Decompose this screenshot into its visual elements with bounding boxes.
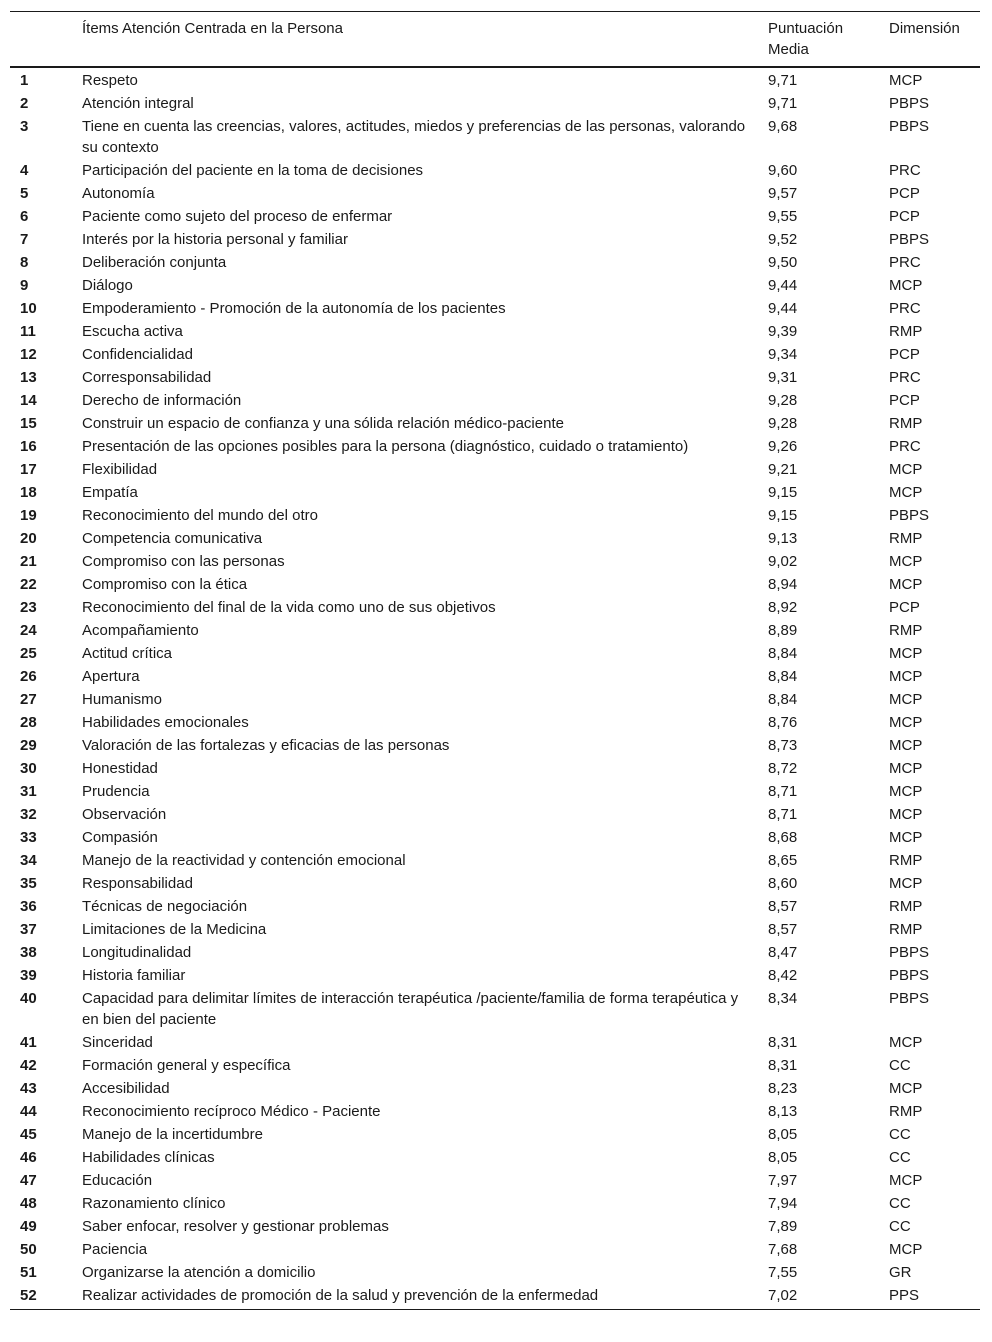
dimension: PCP	[889, 599, 920, 616]
dimension: PCP	[889, 392, 920, 409]
mean-score: 7,94	[768, 1195, 798, 1212]
item-label: Reconocimiento del mundo del otro	[82, 507, 318, 524]
row-number: 29	[20, 737, 37, 754]
row-number: 21	[20, 553, 37, 570]
table-row	[10, 550, 980, 573]
row-number: 1	[20, 72, 29, 89]
dimension: CC	[889, 1195, 911, 1212]
dimension: PCP	[889, 185, 920, 202]
mean-score: 9,28	[768, 415, 798, 432]
table-row	[10, 849, 980, 872]
dimension: MCP	[889, 714, 923, 731]
mean-score: 8,71	[768, 806, 798, 823]
table-row	[10, 274, 980, 297]
table-row	[10, 320, 980, 343]
table-row	[10, 1031, 980, 1054]
mean-score: 9,57	[768, 185, 798, 202]
row-number: 8	[20, 254, 29, 271]
item-label: Paciencia	[82, 1241, 148, 1258]
row-number: 20	[20, 530, 37, 547]
table-row	[10, 481, 980, 504]
table-row	[10, 205, 980, 228]
item-label: Manejo de la reactividad y contención emocional	[82, 852, 406, 869]
mean-score: 8,57	[768, 898, 798, 915]
mean-score: 7,02	[768, 1287, 798, 1304]
mean-score: 9,44	[768, 277, 798, 294]
item-label: Participación del paciente en la toma de decisiones	[82, 162, 424, 179]
table-row	[10, 987, 980, 1031]
row-number: 13	[20, 369, 37, 386]
table-row	[10, 1054, 980, 1077]
header-number	[10, 12, 72, 68]
mean-score: 9,44	[768, 300, 798, 317]
table-row	[10, 67, 980, 92]
mean-score: 9,31	[768, 369, 798, 386]
dimension: MCP	[889, 760, 923, 777]
mean-score: 8,05	[768, 1126, 798, 1143]
row-number: 36	[20, 898, 37, 915]
row-number: 40	[20, 990, 37, 1007]
dimension: MCP	[889, 875, 923, 892]
dimension: MCP	[889, 806, 923, 823]
row-number: 42	[20, 1057, 37, 1074]
dimension: PCP	[889, 208, 920, 225]
item-label: Técnicas de negociación	[82, 898, 248, 915]
item-label: Educación	[82, 1172, 153, 1189]
table-row	[10, 458, 980, 481]
row-number: 51	[20, 1264, 37, 1281]
table-row	[10, 711, 980, 734]
row-number: 16	[20, 438, 37, 455]
mean-score: 8,76	[768, 714, 798, 731]
mean-score: 9,26	[768, 438, 798, 455]
table-row	[10, 366, 980, 389]
dimension: MCP	[889, 461, 923, 478]
mean-score: 8,84	[768, 645, 798, 662]
item-label: Responsabilidad	[82, 875, 193, 892]
table-row	[10, 182, 980, 205]
table-row	[10, 297, 980, 320]
dimension: MCP	[889, 1241, 923, 1258]
mean-score: 8,84	[768, 691, 798, 708]
item-label: Compromiso con la ética	[82, 576, 248, 593]
mean-score: 9,21	[768, 461, 798, 478]
table-row	[10, 115, 980, 159]
item-label: Escucha activa	[82, 323, 183, 340]
mean-score: 8,72	[768, 760, 798, 777]
mean-score: 8,84	[768, 668, 798, 685]
table-row	[10, 642, 980, 665]
mean-score: 8,31	[768, 1057, 798, 1074]
row-number: 7	[20, 231, 29, 248]
item-label: Derecho de información	[82, 392, 242, 409]
dimension: GR	[889, 1264, 912, 1281]
row-number: 45	[20, 1126, 37, 1143]
item-label: Deliberación conjunta	[82, 254, 227, 271]
mean-score: 7,97	[768, 1172, 798, 1189]
item-label: Valoración de las fortalezas y eficacias de las personas	[82, 737, 450, 754]
mean-score: 9,71	[768, 72, 798, 89]
row-number: 26	[20, 668, 37, 685]
row-number: 3	[20, 118, 29, 135]
item-label: Diálogo	[82, 277, 133, 294]
table-row	[10, 872, 980, 895]
mean-score: 9,39	[768, 323, 798, 340]
table-body	[10, 67, 980, 1310]
row-number: 41	[20, 1034, 37, 1051]
row-number: 46	[20, 1149, 37, 1166]
table-row	[10, 1284, 980, 1310]
dimension: MCP	[889, 737, 923, 754]
table-row	[10, 1261, 980, 1284]
dimension: PRC	[889, 300, 921, 317]
item-label: Historia familiar	[82, 967, 186, 984]
dimension: CC	[889, 1149, 911, 1166]
item-label: Construir un espacio de confianza y una sólida relación médico-paciente	[82, 415, 564, 432]
table-row	[10, 504, 980, 527]
dimension: CC	[889, 1057, 911, 1074]
dimension: RMP	[889, 622, 923, 639]
mean-score: 7,68	[768, 1241, 798, 1258]
item-label: Paciente como sujeto del proceso de enfermar	[82, 208, 393, 225]
item-label: Reconocimiento recíproco Médico - Paciente	[82, 1103, 381, 1120]
dimension: PRC	[889, 162, 921, 179]
item-label: Habilidades emocionales	[82, 714, 249, 731]
row-number: 52	[20, 1287, 37, 1304]
row-number: 24	[20, 622, 37, 639]
item-label: Sinceridad	[82, 1034, 153, 1051]
table-row	[10, 665, 980, 688]
row-number: 34	[20, 852, 37, 869]
item-label: Presentación de las opciones posibles para la persona (diagnóstico, cuidado o tratamiento)	[82, 438, 689, 455]
item-label: Formación general y específica	[82, 1057, 291, 1074]
header-score: Puntuación Media	[768, 20, 844, 58]
table-row	[10, 343, 980, 366]
row-number: 38	[20, 944, 37, 961]
item-label: Accesibilidad	[82, 1080, 170, 1097]
mean-score: 9,15	[768, 507, 798, 524]
dimension: RMP	[889, 921, 923, 938]
dimension: MCP	[889, 1080, 923, 1097]
row-number: 27	[20, 691, 37, 708]
dimension: MCP	[889, 668, 923, 685]
mean-score: 8,73	[768, 737, 798, 754]
row-number: 4	[20, 162, 29, 179]
mean-score: 7,89	[768, 1218, 798, 1235]
item-label: Compasión	[82, 829, 158, 846]
row-number: 11	[20, 323, 36, 340]
table-header	[10, 12, 980, 68]
item-label: Capacidad para delimitar límites de interacción terapéutica /paciente/familia de forma terapéutica y en bien del paciente	[82, 990, 739, 1028]
table-row	[10, 1146, 980, 1169]
mean-score: 9,15	[768, 484, 798, 501]
mean-score: 8,68	[768, 829, 798, 846]
row-number: 15	[20, 415, 37, 432]
mean-score: 9,28	[768, 392, 798, 409]
row-number: 31	[20, 783, 37, 800]
mean-score: 8,65	[768, 852, 798, 869]
dimension: PBPS	[889, 990, 930, 1007]
dimension: RMP	[889, 323, 923, 340]
item-label: Atención integral	[82, 95, 194, 112]
mean-score: 8,92	[768, 599, 798, 616]
dimension: MCP	[889, 829, 923, 846]
row-number: 5	[20, 185, 29, 202]
table-row	[10, 757, 980, 780]
mean-score: 8,42	[768, 967, 798, 984]
dimension: RMP	[889, 1103, 923, 1120]
table-row	[10, 918, 980, 941]
item-label: Humanismo	[82, 691, 163, 708]
table-row	[10, 688, 980, 711]
item-label: Apertura	[82, 668, 140, 685]
table-row	[10, 964, 980, 987]
dimension: PRC	[889, 369, 921, 386]
item-label: Acompañamiento	[82, 622, 199, 639]
mean-score: 8,05	[768, 1149, 798, 1166]
dimension: RMP	[889, 415, 923, 432]
mean-score: 8,71	[768, 783, 798, 800]
row-number: 37	[20, 921, 37, 938]
dimension: PBPS	[889, 118, 930, 135]
dimension: PRC	[889, 254, 921, 271]
table-row	[10, 251, 980, 274]
row-number: 6	[20, 208, 29, 225]
dimension: MCP	[889, 553, 923, 570]
item-label: Manejo de la incertidumbre	[82, 1126, 263, 1143]
dimension: MCP	[889, 277, 923, 294]
item-label: Compromiso con las personas	[82, 553, 285, 570]
mean-score: 8,47	[768, 944, 798, 961]
row-number: 9	[20, 277, 29, 294]
table-row	[10, 619, 980, 642]
dimension: MCP	[889, 1172, 923, 1189]
table-row	[10, 573, 980, 596]
mean-score: 8,89	[768, 622, 798, 639]
item-label: Tiene en cuenta las creencias, valores, actitudes, miedos y preferencias de las personas, valorando su contexto	[82, 118, 746, 156]
item-label: Habilidades clínicas	[82, 1149, 215, 1166]
item-label: Empoderamiento - Promoción de la autonomía de los pacientes	[82, 300, 506, 317]
dimension: CC	[889, 1126, 911, 1143]
item-label: Competencia comunicativa	[82, 530, 263, 547]
item-label: Realizar actividades de promoción de la salud y prevención de la enfermedad	[82, 1287, 599, 1304]
dimension: MCP	[889, 72, 923, 89]
mean-score: 9,68	[768, 118, 798, 135]
mean-score: 9,52	[768, 231, 798, 248]
header-items: Ítems Atención Centrada en la Persona	[82, 20, 343, 37]
mean-score: 8,23	[768, 1080, 798, 1097]
table-row	[10, 389, 980, 412]
table-row	[10, 1077, 980, 1100]
mean-score: 7,55	[768, 1264, 798, 1281]
dimension: PBPS	[889, 507, 930, 524]
row-number: 35	[20, 875, 37, 892]
mean-score: 8,34	[768, 990, 798, 1007]
dimension: MCP	[889, 691, 923, 708]
dimension: RMP	[889, 852, 923, 869]
row-number: 12	[20, 346, 37, 363]
mean-score: 9,34	[768, 346, 798, 363]
mean-score: 9,60	[768, 162, 798, 179]
table-row	[10, 435, 980, 458]
dimension: PCP	[889, 346, 920, 363]
dimension: PRC	[889, 438, 921, 455]
items-table	[10, 11, 980, 1310]
row-number: 44	[20, 1103, 37, 1120]
header-dimension: Dimensión	[889, 20, 960, 37]
row-number: 48	[20, 1195, 37, 1212]
table-row	[10, 734, 980, 757]
item-label: Saber enfocar, resolver y gestionar problemas	[82, 1218, 389, 1235]
row-number: 2	[20, 95, 29, 112]
mean-score: 9,55	[768, 208, 798, 225]
row-number: 33	[20, 829, 37, 846]
table-row	[10, 895, 980, 918]
dimension: MCP	[889, 1034, 923, 1051]
dimension: MCP	[889, 645, 923, 662]
mean-score: 9,13	[768, 530, 798, 547]
dimension: MCP	[889, 576, 923, 593]
dimension: CC	[889, 1218, 911, 1235]
table-row	[10, 1215, 980, 1238]
item-label: Autonomía	[82, 185, 155, 202]
row-number: 14	[20, 392, 37, 409]
item-label: Empatía	[82, 484, 138, 501]
table-row	[10, 1192, 980, 1215]
item-label: Prudencia	[82, 783, 150, 800]
mean-score: 9,02	[768, 553, 798, 570]
mean-score: 8,57	[768, 921, 798, 938]
row-number: 39	[20, 967, 37, 984]
mean-score: 9,71	[768, 95, 798, 112]
row-number: 22	[20, 576, 37, 593]
table-row	[10, 1169, 980, 1192]
table-row	[10, 1100, 980, 1123]
row-number: 30	[20, 760, 37, 777]
dimension: PBPS	[889, 944, 930, 961]
dimension: MCP	[889, 484, 923, 501]
item-label: Reconocimiento del final de la vida como uno de sus objetivos	[82, 599, 496, 616]
dimension: PBPS	[889, 231, 930, 248]
table-row	[10, 803, 980, 826]
item-label: Respeto	[82, 72, 138, 89]
header-row	[10, 12, 980, 68]
row-number: 19	[20, 507, 37, 524]
dimension: RMP	[889, 898, 923, 915]
dimension: PBPS	[889, 95, 930, 112]
mean-score: 8,94	[768, 576, 798, 593]
dimension: MCP	[889, 783, 923, 800]
table-row	[10, 780, 980, 803]
mean-score: 8,60	[768, 875, 798, 892]
item-label: Organizarse la atención a domicilio	[82, 1264, 316, 1281]
dimension: RMP	[889, 530, 923, 547]
row-number: 28	[20, 714, 37, 731]
table-row	[10, 527, 980, 550]
item-label: Flexibilidad	[82, 461, 158, 478]
table-row	[10, 228, 980, 251]
row-number: 50	[20, 1241, 37, 1258]
row-number: 10	[20, 300, 37, 317]
mean-score: 8,31	[768, 1034, 798, 1051]
mean-score: 9,50	[768, 254, 798, 271]
table-row	[10, 412, 980, 435]
row-number: 32	[20, 806, 37, 823]
row-number: 17	[20, 461, 37, 478]
table-row	[10, 1238, 980, 1261]
row-number: 25	[20, 645, 37, 662]
table-row	[10, 92, 980, 115]
table-row	[10, 159, 980, 182]
table-row	[10, 1123, 980, 1146]
row-number: 47	[20, 1172, 37, 1189]
row-number: 23	[20, 599, 37, 616]
row-number: 49	[20, 1218, 37, 1235]
table-row	[10, 941, 980, 964]
row-number: 43	[20, 1080, 37, 1097]
table-row	[10, 826, 980, 849]
item-label: Actitud crítica	[82, 645, 173, 662]
item-label: Razonamiento clínico	[82, 1195, 226, 1212]
row-number: 18	[20, 484, 37, 501]
item-label: Observación	[82, 806, 167, 823]
item-label: Interés por la historia personal y familiar	[82, 231, 348, 248]
table-row	[10, 596, 980, 619]
item-label: Honestidad	[82, 760, 158, 777]
item-label: Limitaciones de la Medicina	[82, 921, 267, 938]
item-label: Corresponsabilidad	[82, 369, 212, 386]
item-label: Confidencialidad	[82, 346, 193, 363]
item-label: Longitudinalidad	[82, 944, 192, 961]
dimension: PPS	[889, 1287, 920, 1304]
mean-score: 8,13	[768, 1103, 798, 1120]
dimension: PBPS	[889, 967, 930, 984]
